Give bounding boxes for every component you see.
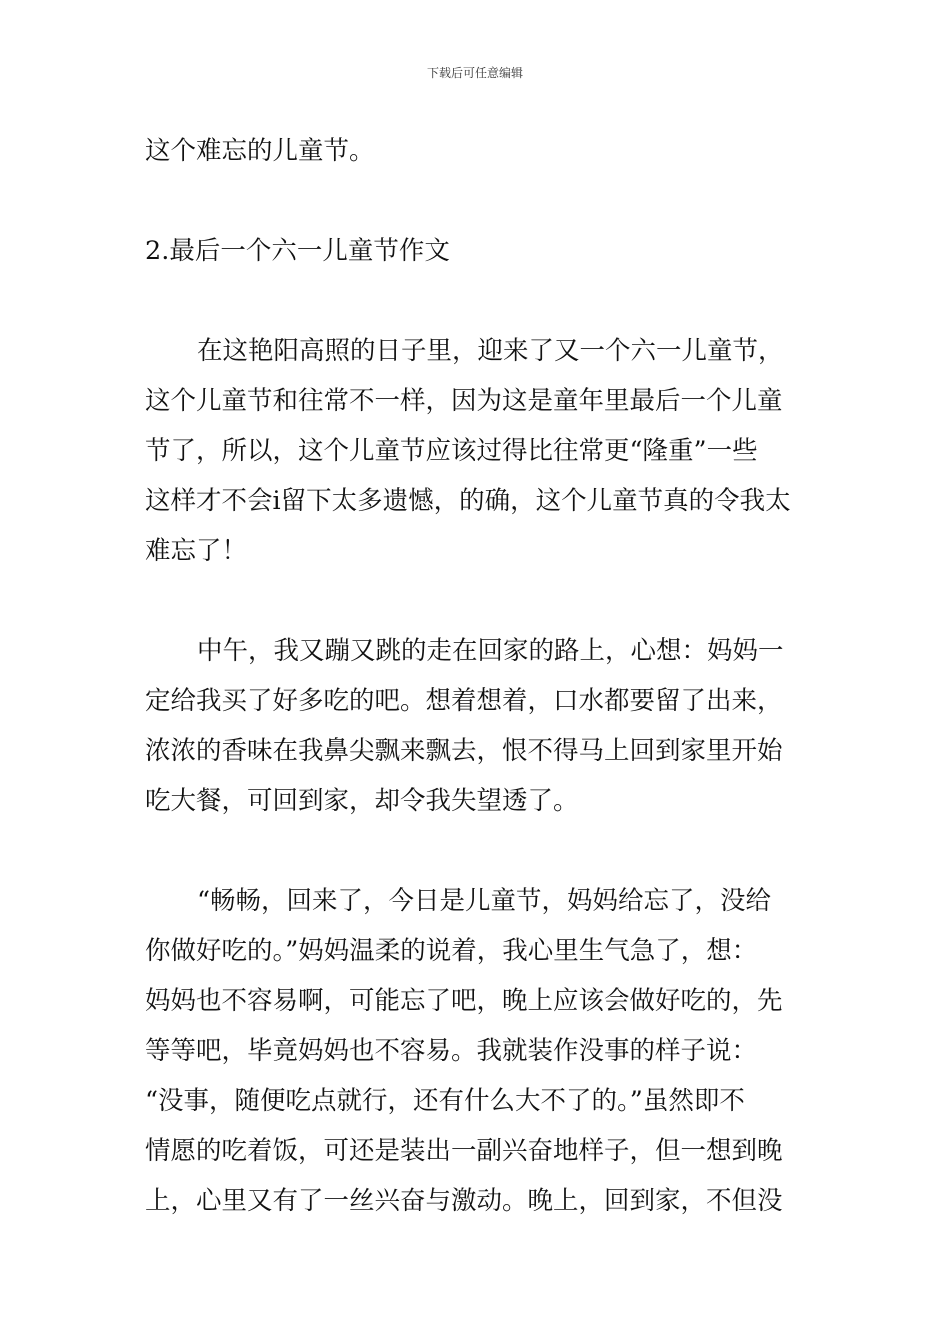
text-line: 这个难忘的儿童节。: [145, 136, 375, 166]
paragraph-3: [145, 876, 810, 1226]
paragraph-gap: [145, 276, 810, 326]
text-line: 定给我买了好多吃的吧。想着想着，口水都要留了出来，: [145, 686, 783, 716]
text-line: 浓浓的香味在我鼻尖飘来飘去，恨不得马上回到家里开始: [145, 736, 783, 766]
section-heading: [145, 226, 810, 276]
text-line: 在这艳阳高照的日子里，迎来了又一个六一儿童节，: [197, 336, 784, 366]
heading-line: 2.最后一个六一儿童节作文: [145, 236, 450, 266]
paragraph-2: [145, 626, 810, 826]
paragraph-gap: [145, 826, 810, 876]
text-line: 这样才不会i留下太多遗憾，的确，这个儿童节真的令我太: [145, 486, 791, 516]
text-line: 难忘了！: [145, 536, 248, 566]
text-line: “畅畅，回来了，今日是儿童节，妈妈给忘了，没给: [197, 886, 772, 916]
text-line: 上，心里又有了一丝兴奋与激动。晚上，回到家，不但没: [145, 1186, 783, 1216]
paragraph-gap: [145, 576, 810, 626]
document-body: [145, 126, 810, 1226]
paragraph-1: [145, 326, 810, 576]
text-line: 妈妈也不容易啊，可能忘了吧，晚上应该会做好吃的，先: [145, 986, 783, 1016]
text-line: 你做好吃的。”妈妈温柔的说着，我心里生气急了，想：: [145, 936, 758, 966]
text-line: 这个儿童节和往常不一样，因为这是童年里最后一个儿童: [145, 386, 783, 416]
page-header: 下载后可任意编辑: [426, 66, 523, 80]
paragraph-continuation: [145, 126, 810, 176]
text-line: 等等吧，毕竟妈妈也不容易。我就装作没事的样子说：: [145, 1036, 758, 1066]
text-line: 节了，所以，这个儿童节应该过得比往常更“隆重”一些: [145, 436, 758, 466]
paragraph-gap: [145, 176, 810, 226]
text-line: “没事，随便吃点就行，还有什么大不了的。”虽然即不: [145, 1086, 745, 1116]
text-line: 吃大餐，可回到家，却令我失望透了。: [145, 786, 579, 816]
text-line: 情愿的吃着饭，可还是装出一副兴奋地样子，但一想到晚: [145, 1136, 783, 1166]
text-line: 中午，我又蹦又跳的走在回家的路上，心想：妈妈一: [197, 636, 784, 666]
